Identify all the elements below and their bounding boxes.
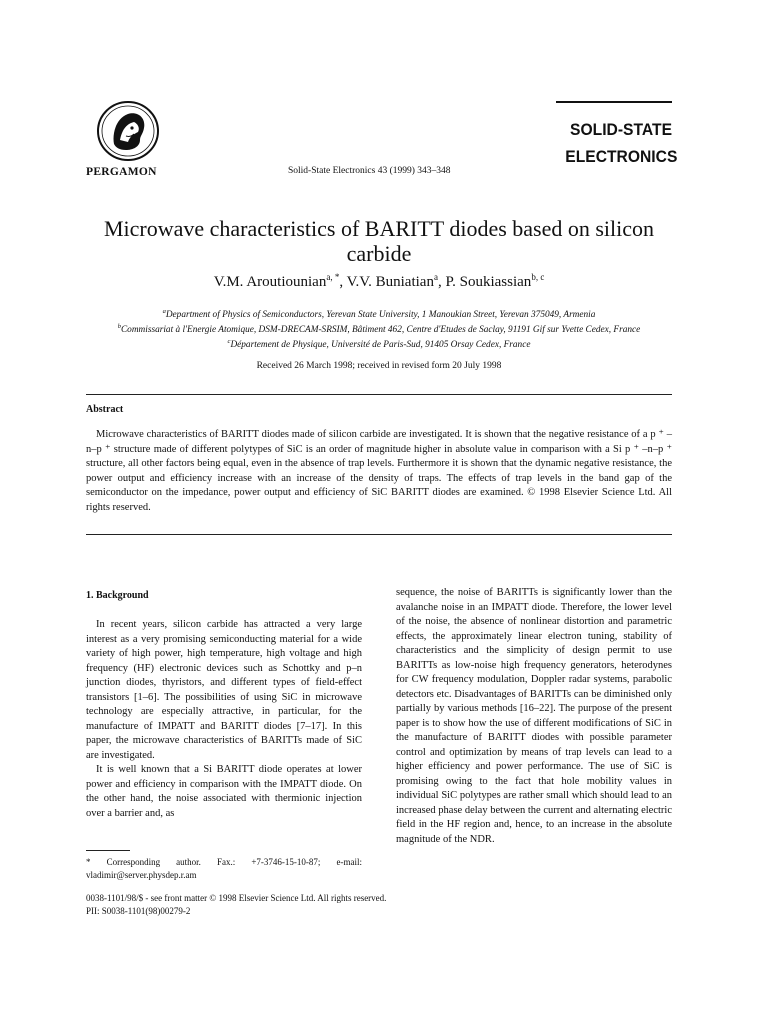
received-dates: Received 26 March 1998; received in revised form 20 July 1998 — [256, 361, 502, 371]
affiliation — [86, 336, 672, 351]
affiliation — [86, 321, 672, 336]
author-affiliation-mark: b, c — [531, 272, 545, 282]
journal-title-rule — [556, 101, 672, 103]
author-list: V.M. Aroutiounian$^{a, *}$, V.V. Buniatian$^a$, P. Soukiassian$^{b, c}$ — [213, 272, 545, 290]
abstract-heading: Abstract — [86, 404, 124, 415]
affiliation-text: Commissariat à l'Energie Atomique, DSM-DRECAM-SRSIM, Bâtiment 462, Centre d'Etudes de Saclay, 91191 Gif sur Yvette Cedex, France — [120, 325, 641, 336]
affiliations — [86, 306, 672, 351]
body-paragraph: sequence, the noise of BARITTs is significantly lower than the avalanche noise in an IMPATT diode. Therefore, the lower level of the noise, the absence of nonlinear distortion and parametric effects, the approximately linear electron tuning, stability of characteristics and the simplicity of design permit to use BARITTs as low-noise high frequency generators, heterodynes for CW frequency modulation, Doppler radar systems, parabolic detectors etc. Disadvantages of BARITTs can be diminished only partially by various methods [16–22]. The purpose of the present paper is to show how the use of different modifications of SiC in the manufacture of BARITT diodes with possible parameter control and optimization by means of trap levels can lead to a higher efficiency and power performance. The use of SiC is promising owing to the fact that hole mobility values in individual SiC polytypes are rather small which should lead to an increased phase delay between the current and alternating electric field in the HF region and, hence, to an increase in the absolute magnitude of the NDR. — [396, 587, 672, 845]
footnote-rule — [86, 850, 130, 851]
author-name: P. Soukiassian — [445, 274, 532, 290]
affiliation-mark: b — [117, 323, 121, 331]
copyright-block — [86, 892, 386, 917]
affiliation — [86, 306, 672, 321]
body-paragraph: In recent years, silicon carbide has attracted a very large interest as a very promising semiconducting material for a wide variety of high power, high temperature, high voltage and high frequency (HF) electronic devices such as Schottky and p–n junction diodes, thyristors, and different types of field-effect transistors [1–6]. The possibilities of using SiC in microwave technology are especially attractive, in particular, for the manufacture of IMPATT and BARITT diodes [7–17]. In this paper, the microwave characteristics of BARITTs made of SiC are investigated. — [86, 619, 362, 761]
pergamon-logo — [96, 100, 160, 162]
article-title: Microwave characteristics of BARITT diodes based on silicon carbide — [103, 216, 655, 266]
journal-title-line2: ELECTRONICS — [565, 147, 678, 166]
abstract-text: Microwave characteristics of BARITT diodes made of silicon carbide are investigated. It is shown that the negative resistance of a p ⁺ –n–p ⁺ structure made of different polytypes of SiC is an order of magnitude higher in absolute value in comparison with a Si p ⁺ –n–p ⁺ structure, all other factors being equal, even in the absence of trap levels. Furthermore it is shown that the dynamic negative resistance, the power output and efficiency increase with an increase of the density of traps. The effects of trap levels in the band gap of the semiconductor on the impedance, power output and efficiency of SiC BARITT diodes are examined. © 1998 Elsevier Science Ltd. All rights reserved. — [86, 429, 672, 513]
affiliation-text: Department of Physics of Semiconductors, Yerevan State University, 1 Manoukian Street, Yerevan 375049, Armenia — [165, 310, 596, 321]
footnote: * Corresponding author. Fax.: +7-3746-15-10-87; e-mail: vladimir@server.physdep.r.am — [86, 857, 362, 880]
affiliation-mark: a — [162, 308, 166, 315]
journal-title — [565, 116, 678, 170]
affiliation-mark: c — [227, 338, 231, 346]
publisher-name: PERGAMON — [86, 166, 157, 178]
author-affiliation-mark: a — [433, 272, 438, 282]
section-heading: 1. Background — [86, 590, 149, 601]
copyright-line: 0038-1101/98/$ - see front matter © 1998 Elsevier Science Ltd. All rights reserved. — [86, 893, 387, 903]
abstract-bottom-rule — [86, 534, 672, 535]
journal-title-line1: SOLID-STATE — [570, 120, 672, 139]
affiliation-text: Département de Physique, Université de Paris-Sud, 91405 Orsay Cedex, France — [230, 340, 531, 351]
journal-reference: Solid-State Electronics 43 (1999) 343–348 — [288, 166, 451, 176]
abstract-top-rule — [86, 394, 672, 395]
body-column-left — [86, 618, 362, 821]
body-column-right — [396, 586, 672, 847]
author-name: V.M. Aroutiounian — [213, 274, 327, 290]
author-name: V.V. Buniatian — [346, 274, 434, 290]
author-affiliation-mark: a, * — [326, 272, 340, 282]
body-paragraph: It is well known that a Si BARITT diode operates at lower power and efficiency in comparison with the IMPATT diode. On the other hand, the noise associated with thermionic injection over a barrier and, as — [86, 764, 362, 819]
pii-line: PII: S0038-1101(98)00279-2 — [86, 905, 191, 916]
